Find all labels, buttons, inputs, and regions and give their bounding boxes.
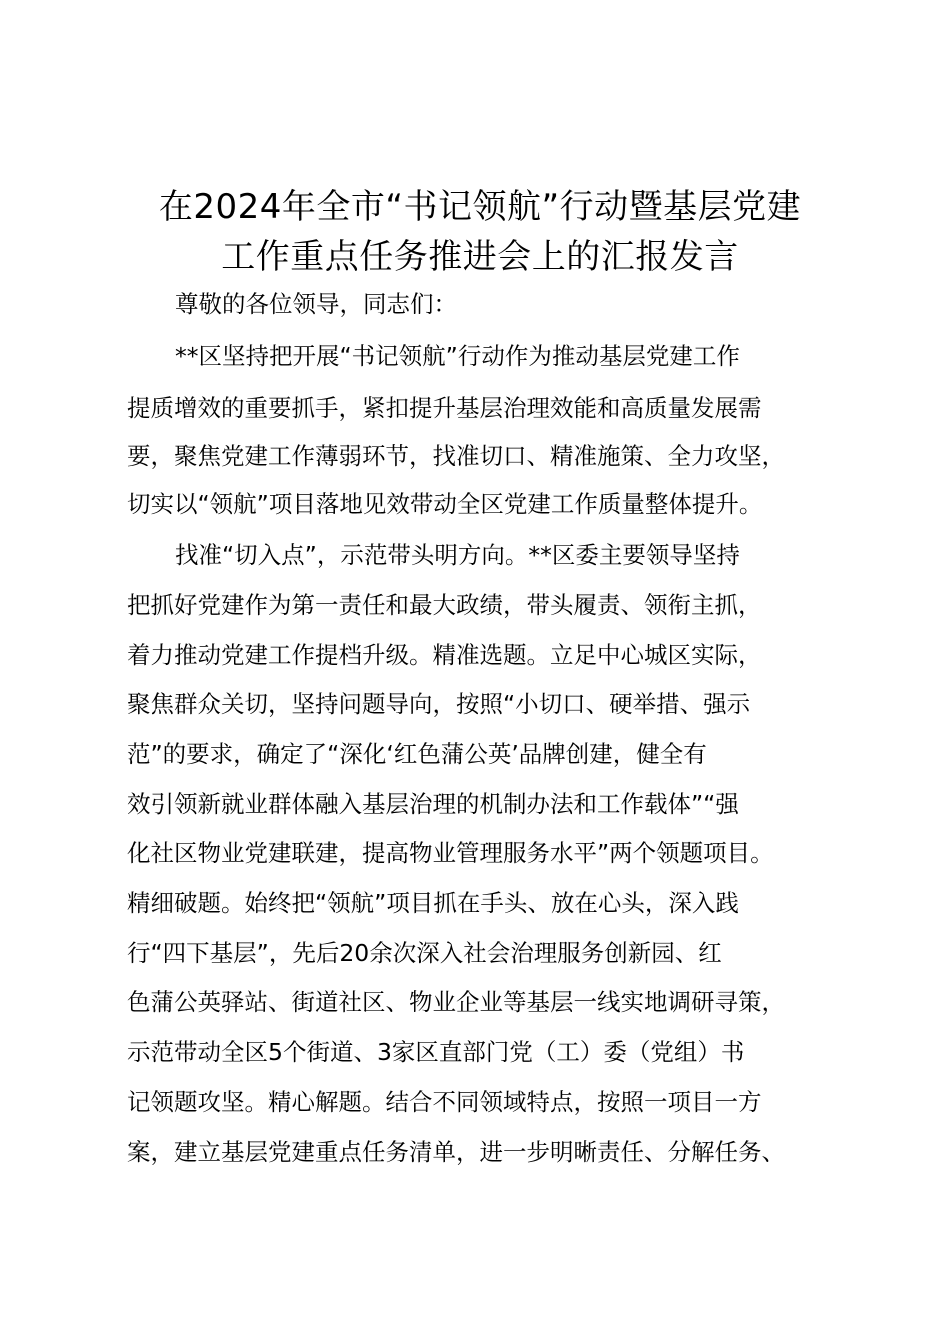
body-line: 案，建立基层党建重点任务清单，进一步明晰责任、分解任务、 (127, 1138, 785, 1166)
document-title-line-1: 在2024年全市“书记领航”行动暨基层党建 (158, 187, 802, 227)
body-line: 要，聚焦党建工作薄弱环节，找准切口、精准施策、全力攻坚， (127, 442, 785, 470)
body-line: 记领题攻坚。精心解题。结合不同领域特点，按照一项目一方 (127, 1088, 762, 1116)
body-line: 提质增效的重要抓手，紧扣提升基层治理效能和高质量发展需 (127, 394, 762, 422)
body-line: 效引领新就业群体融入基层治理的机制办法和工作载体”“强 (127, 790, 739, 818)
body-line: 着力推动党建工作提档升级。精准选题。立足中心城区实际， (127, 641, 762, 669)
salutation: 尊敬的各位领导，同志们： (175, 290, 457, 318)
document-title-line-2: 工作重点任务推进会上的汇报发言 (221, 237, 739, 277)
body-line: **区坚持把开展“书记领航”行动作为推动基层党建工作 (175, 342, 740, 370)
body-line: 把抓好党建作为第一责任和最大政绩，带头履责、领衔主抓， (127, 591, 762, 619)
body-line: 范”的要求，确定了“深化‘红色蒲公英’品牌创建，健全有 (127, 740, 707, 768)
body-line: 化社区物业党建联建，提高物业管理服务水平”两个领题项目。 (127, 839, 774, 867)
body-line: 色蒲公英驿站、街道社区、物业企业等基层一线实地调研寻策， (127, 988, 785, 1016)
body-line: 切实以“领航”项目落地见效带动全区党建工作质量整体提升。 (127, 490, 763, 518)
body-line: 示范带动全区5个街道、3家区直部门党（工）委（党组）书 (127, 1038, 745, 1066)
body-line: 聚焦群众关切，坚持问题导向，按照“小切口、硬举措、强示 (127, 690, 751, 718)
body-line: 找准“切入点”，示范带头明方向。**区委主要领导坚持 (175, 541, 740, 569)
body-line: 行“四下基层”，先后20余次深入社会治理服务创新园、红 (127, 939, 722, 967)
body-line: 精细破题。始终把“领航”项目抓在手头、放在心头，深入践 (127, 889, 739, 917)
